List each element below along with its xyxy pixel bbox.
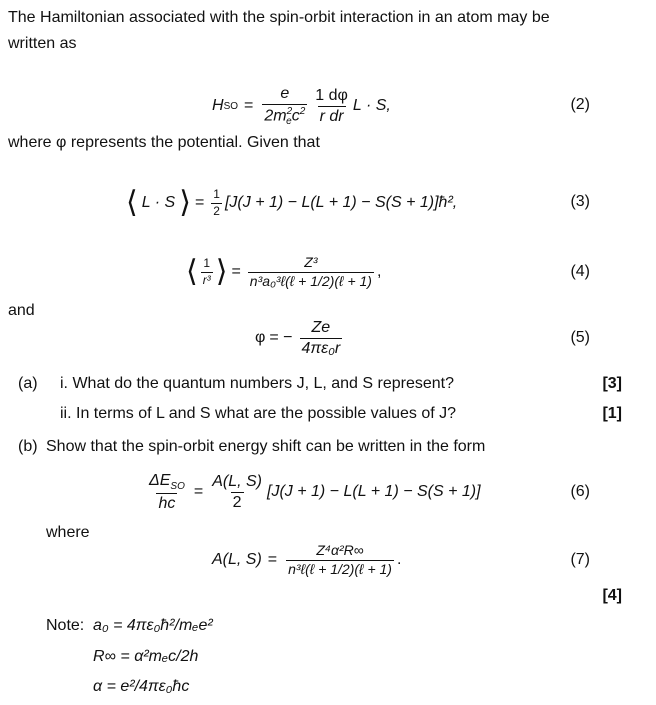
eq7-den: n³ℓ(ℓ + 1/2)(ℓ + 1) [288,560,392,577]
eq3-half-den: 2 [213,203,220,218]
eq2-frac-2 [313,87,350,125]
eq6-lhs-den: hc [158,494,176,512]
eq2-lhs: H [212,97,224,114]
eq3-equals: = [194,194,205,211]
eq4-lhs-frac [201,257,213,286]
eq4-number: (4) [570,263,590,280]
eq6-den: 2 [232,493,242,511]
eq6-rhs: [J(J + 1) − L(L + 1) − S(S + 1)] [267,483,481,500]
equation-5 [255,316,345,360]
eq2-frac2-num: 1 dφ [315,86,348,104]
eq2-number: (2) [570,96,590,113]
eq5-num: Ze [311,318,331,336]
eq4-equals: = [231,263,241,280]
where-phi-text: where φ represents the potential. Given that [8,134,320,151]
eq6-lhs-frac [147,472,187,513]
eq3-rhs: [J(J + 1) − L(L + 1) − S(S + 1)]ħ², [224,194,458,211]
eq2-frac1-den-rest: c [291,106,300,124]
and-label: and [8,302,35,319]
eq3-half [211,188,222,217]
eq6-lhs-num-sub: SO [170,480,185,492]
eq2-frac1-num: e [280,84,290,102]
eq7-num: Z⁴α²R∞ [316,542,364,559]
eq4-den: n³a₀³ℓ(ℓ + 1/2)(ℓ + 1) [249,272,372,289]
eq5-number: (5) [570,329,590,346]
eq2-tail: L · S, [352,97,391,114]
eq5-lhs: φ [255,329,266,346]
eq2-frac1-den-rest-sup: 2 [299,105,306,117]
part-a-q1: i. What do the quantum numbers J, L, and S represent? [60,375,454,392]
note-label: Note: [46,617,85,634]
intro-line-2: written as [8,35,77,52]
eq7-equals: = [267,551,278,568]
eq3-number: (3) [570,193,590,210]
eq6-frac [210,473,264,511]
eq4-lhs-den: r³ [202,272,211,287]
eq3-half-num: 1 [213,187,220,202]
eq2-frac1-den-sub: e [286,116,292,128]
eq4-right-angle: ⟩ [215,255,228,288]
equation-4 [186,250,381,294]
part-b-label: (b) [18,438,38,455]
equation-6 [144,470,481,514]
eq7-marks: [4] [602,587,622,604]
eq4-frac [248,255,374,289]
part-b-text: Show that the spin-orbit energy shift can be written in the form [46,438,486,455]
eq4-tail: , [376,263,382,280]
part-a-q2-marks: [1] [602,405,622,422]
eq6-num: A(L, S) [212,472,262,490]
eq2-frac1-den: 2m [264,106,287,124]
eq7-tail: . [396,551,402,568]
note-line-2: R∞ = α²mₑc/2h [93,648,199,665]
eq3-right-angle: ⟩ [179,186,191,219]
eq5-frac [300,319,343,357]
note-line-3: α = e²/4πε₀ħc [93,678,190,695]
eq5-den: 4πε₀r [301,339,341,357]
eq7-lhs: A(L, S) [212,551,262,568]
eq4-num: Z³ [304,254,318,271]
eq7-frac [286,543,394,577]
intro-line-1: The Hamiltonian associated with the spin-orbit interaction in an atom may be [8,9,550,26]
eq7-number: (7) [570,551,590,568]
equation-3 [126,184,457,222]
eq3-left-angle: ⟨ [126,186,138,219]
part-a-q2: ii. In terms of L and S what are the possible values of J? [60,405,457,422]
where-label: where [46,524,90,541]
part-a-q1-marks: [3] [602,375,622,392]
eq2-equals: = [244,97,254,114]
eq6-number: (6) [570,483,590,500]
equation-2 [212,86,391,126]
eq2-frac2-den: r dr [319,107,344,125]
eq6-equals: = [193,483,204,500]
equation-7 [212,536,401,584]
part-a-label: (a) [18,375,38,392]
eq4-left-angle: ⟨ [186,255,198,288]
eq2-frac-1 [262,85,307,127]
note-line-1: a₀ = 4πε₀ħ²/mₑe² [93,617,213,634]
eq3-lhs: L · S [141,194,176,211]
eq2-lhs-sub: SO [223,100,239,112]
eq2-frac1-den-sup: 2 [286,105,293,117]
eq6-lhs-num: ΔE [149,471,171,489]
eq5-equals: = − [269,329,293,346]
eq4-lhs-num: 1 [203,256,211,271]
